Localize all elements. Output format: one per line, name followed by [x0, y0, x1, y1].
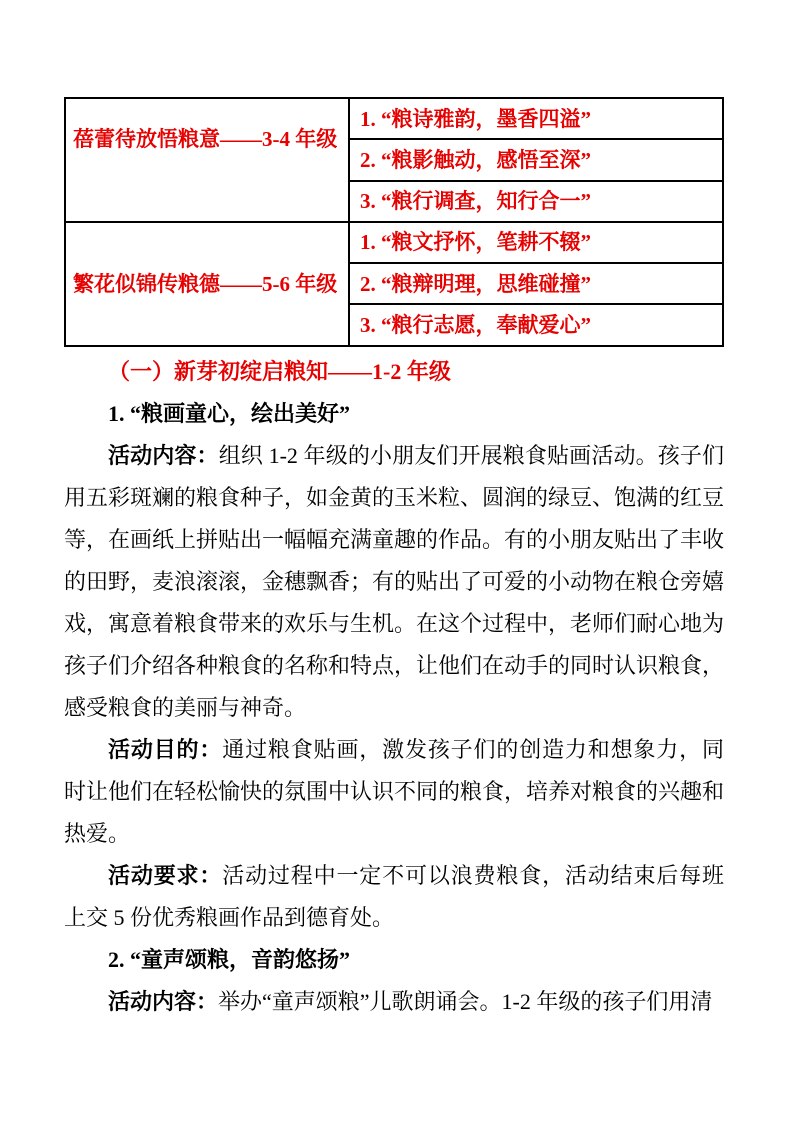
paragraph-label: 活动要求： [108, 862, 223, 888]
activity-plan-table [64, 97, 724, 347]
activity-2-content-paragraph [64, 981, 724, 1023]
group-title-grade-3-4: 蓓蕾待放悟粮意——3-4 年级 [65, 98, 349, 222]
paragraph-text: 通过粮食贴画，激发孩子们的创造力和想象力，同时让他们在轻松愉快的氛围中认识不同的粮食，培养对粮食的兴趣和热爱。 [64, 736, 725, 846]
paragraph-text: 举办“童声颂粮”儿歌朗诵会。1-2 年级的孩子们用清 [218, 988, 713, 1014]
activity-1-title: 1. “粮画童心，绘出美好” [108, 400, 351, 426]
activity-1-content-paragraph [64, 435, 724, 729]
document-body [64, 351, 724, 1023]
paragraph-text: 活动过程中一定不可以浪费粮食，活动结束后每班上交 5 份优秀粮画作品到德育处。 [64, 862, 724, 930]
paragraph-label: 活动内容： [108, 988, 219, 1014]
document-content [64, 97, 724, 1023]
table-item: 1. “粮文抒怀，笔耕不辍” [349, 222, 723, 263]
table-item: 3. “粮行志愿，奉献爱心” [349, 304, 723, 345]
table-row [65, 222, 723, 263]
activity-1-purpose-paragraph [64, 729, 724, 855]
table-item: 2. “粮辩明理，思维碰撞” [349, 263, 723, 304]
table-row [65, 98, 723, 139]
table-item: 3. “粮行调查，知行合一” [349, 181, 723, 222]
activity-1-requirement-paragraph [64, 855, 724, 939]
activity-2-title: 2. “童声颂粮，音韵悠扬” [108, 946, 351, 972]
paragraph-label: 活动目的： [108, 736, 223, 762]
table-item: 2. “粮影触动，感悟至深” [349, 139, 723, 180]
group-title-grade-5-6: 繁花似锦传粮德——5-6 年级 [65, 222, 349, 346]
paragraph-label: 活动内容： [108, 442, 219, 468]
section-heading-grade-1-2: （一）新芽初绽启粮知——1-2 年级 [108, 358, 451, 384]
table-item: 1. “粮诗雅韵，墨香四溢” [349, 98, 723, 139]
paragraph-text: 组织 1-2 年级的小朋友们开展粮食贴画活动。孩子们用五彩斑斓的粮食种子，如金黄的玉米粒、圆润的绿豆、饱满的红豆等，在画纸上拼贴出一幅幅充满童趣的作品。有的小朋友贴出了丰收的田野，麦浪滚滚，金穗飘香；有的贴出了可爱的小动物在粮仓旁嬉戏，寓意着粮食带来的欢乐与生机。在这个过程中，老师们耐心地为孩子们介绍各种粮食的名称和特点，让他们在动手的同时认识粮食，感受粮食的美丽与神奇。 [64, 442, 725, 720]
